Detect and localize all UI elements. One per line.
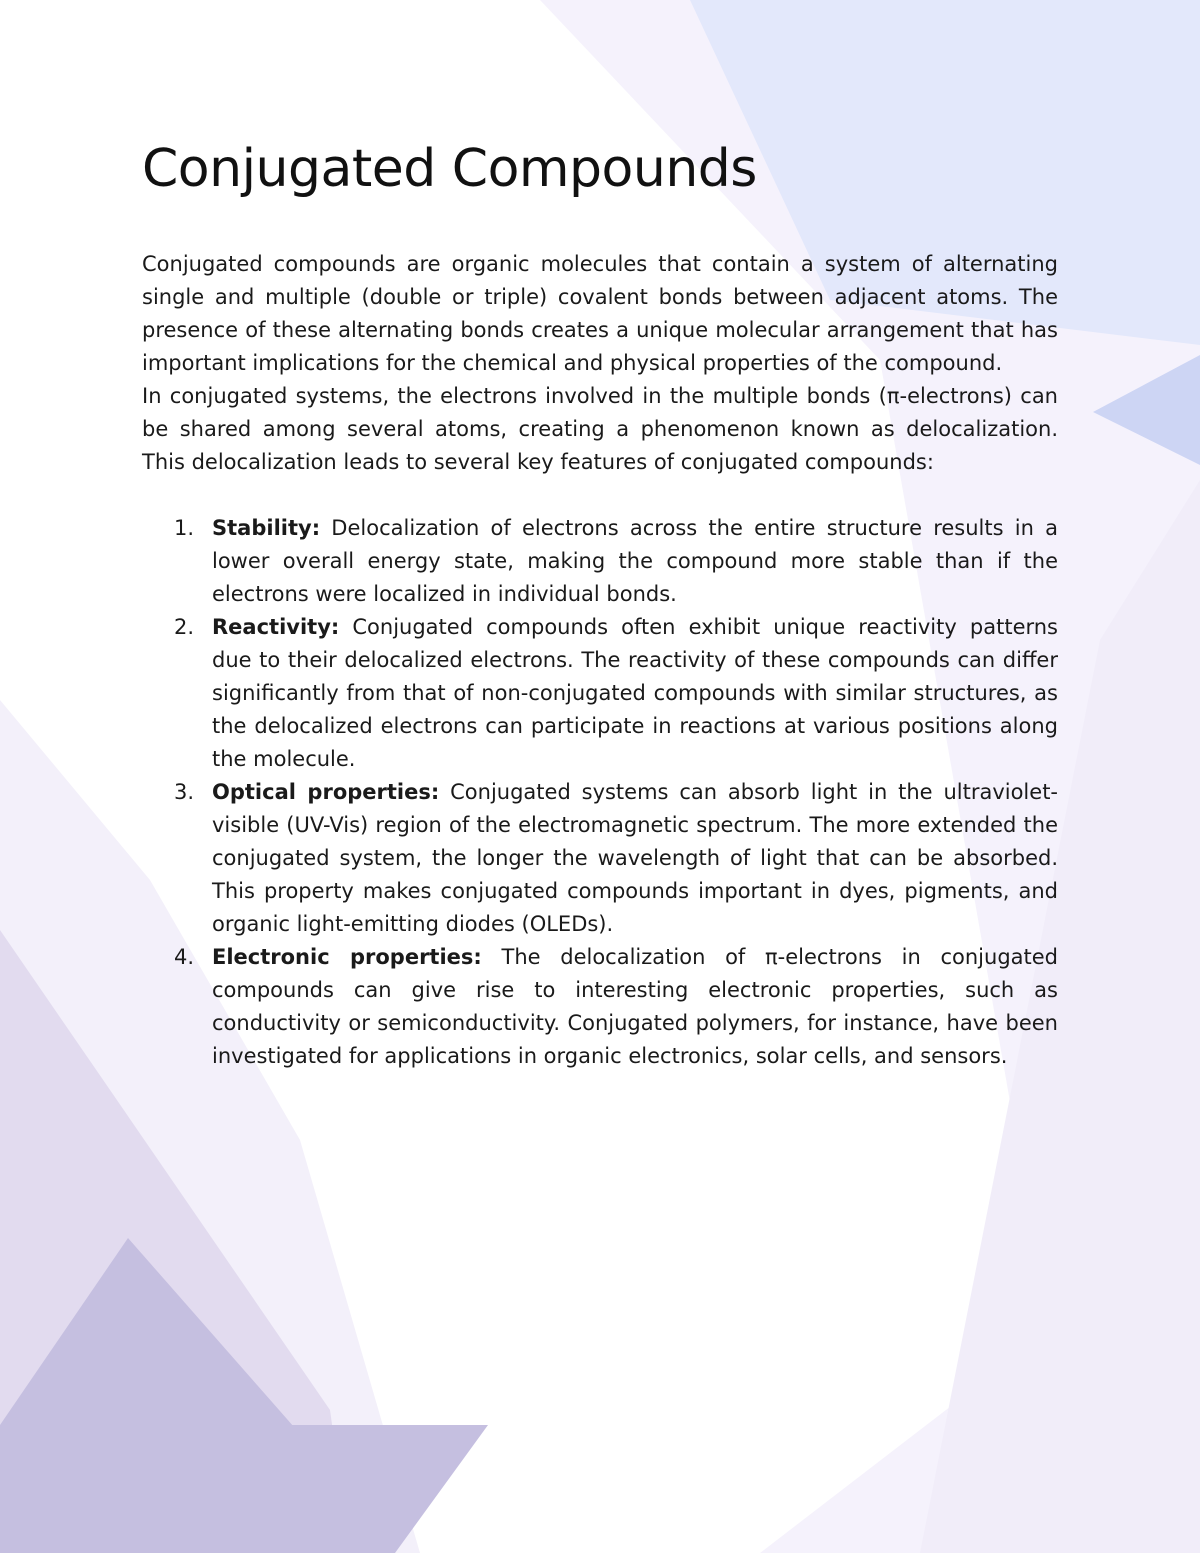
list-label: Optical properties: bbox=[212, 779, 440, 804]
list-number: 2. bbox=[174, 614, 195, 639]
list-item bbox=[142, 512, 1058, 611]
list-number: 3. bbox=[174, 779, 195, 804]
list-item bbox=[142, 611, 1058, 776]
list-text: Delocalization of electrons across the entire structure results in a lower overall energy state, making the compound more stable than if the electrons were localized in individual bonds. bbox=[212, 515, 1058, 606]
list-label: Reactivity: bbox=[212, 614, 340, 639]
list-label: Electronic properties: bbox=[212, 944, 482, 969]
document-content bbox=[142, 140, 1058, 1073]
list-item bbox=[142, 776, 1058, 941]
features-list bbox=[142, 512, 1058, 1073]
list-label: Stability: bbox=[212, 515, 321, 540]
list-text: Conjugated systems can absorb light in the ultraviolet-visible (UV-Vis) region of the electromagnetic spectrum. The more extended the conjugated system, the longer the wavelength of light that can be absorbed. This property makes conjugated compounds important in dyes, pigments, and organic light-emitting diodes (OLEDs). bbox=[212, 779, 1059, 936]
delocalization-paragraph: In conjugated systems, the electrons involved in the multiple bonds (π-electrons) can be shared among several atoms, creating a phenomenon known as delocalization. This delocalization leads to several key features of conjugated compounds: bbox=[142, 383, 1058, 474]
intro-paragraph: Conjugated compounds are organic molecules that contain a system of alternating single and multiple (double or triple) covalent bonds between adjacent atoms. The presence of these alternating bonds creates a unique molecular arrangement that has important implications for the chemical and physical properties of the compound. bbox=[142, 251, 1058, 375]
list-text: Conjugated compounds often exhibit unique reactivity patterns due to their delocalized electrons. The reactivity of these compounds can differ significantly from that of non-conjugated compounds with similar structures, as the delocalized electrons can participate in reactions at various positions along the molecule. bbox=[212, 614, 1058, 771]
list-text: The delocalization of π-electrons in conjugated compounds can give rise to interesting electronic properties, such as conductivity or semiconductivity. Conjugated polymers, for instance, have been investigated for applications in organic electronics, solar cells, and sensors. bbox=[212, 944, 1058, 1068]
list-number: 1. bbox=[174, 515, 195, 540]
page-title: Conjugated Compounds bbox=[142, 139, 757, 199]
list-number: 4. bbox=[174, 944, 195, 969]
list-item bbox=[142, 941, 1058, 1073]
